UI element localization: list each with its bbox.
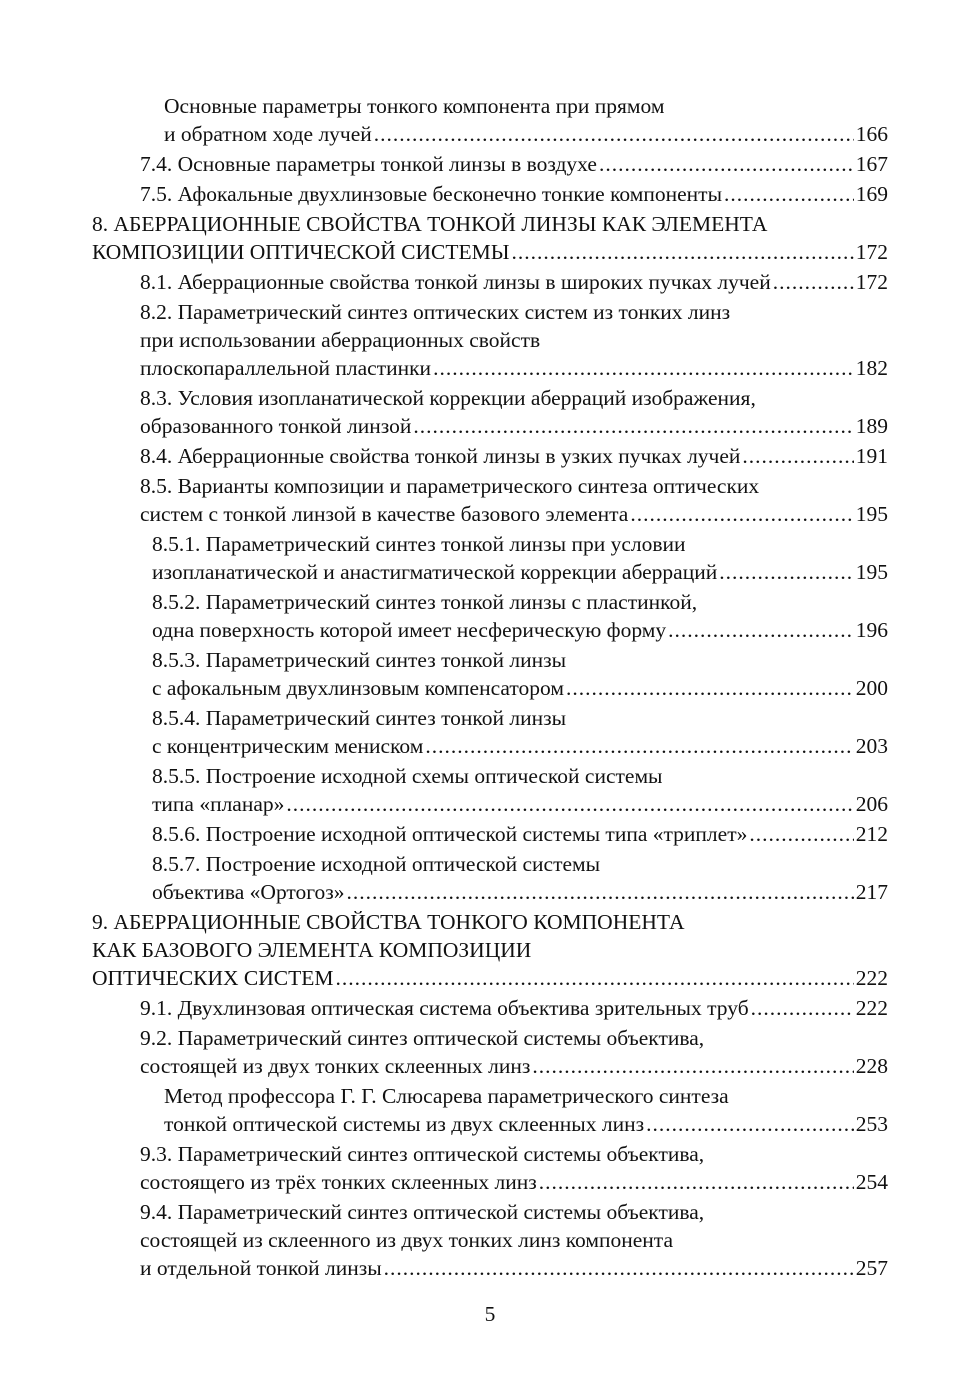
toc-page-number: 254	[855, 1170, 888, 1194]
dot-leader	[539, 1168, 854, 1196]
toc-entry-line: 9.4. Параметрический синтез оптической системы объектива,	[140, 1200, 705, 1224]
dot-leader	[773, 268, 854, 296]
toc-entry-line: 8.5. Варианты композиции и параметрического синтеза оптических	[140, 474, 760, 498]
table-of-contents	[92, 92, 888, 1284]
toc-page-number: 196	[855, 618, 888, 642]
toc-page-number: 191	[855, 444, 888, 468]
toc-entry-line: 8.3. Условия изопланатической коррекции аберраций изображения,	[140, 386, 756, 410]
toc-entry-line: 8.5.2. Параметрический синтез тонкой линзы с пластинкой,	[152, 590, 698, 614]
toc-entry-line: 8.5.1. Параметрический синтез тонкой линзы при условии	[152, 532, 686, 556]
toc-page-number: 167	[855, 152, 888, 176]
dot-leader	[512, 238, 854, 266]
toc-entry-line: образованного тонкой линзой	[140, 414, 412, 438]
dot-leader	[336, 964, 854, 992]
toc-entry-line: типа «планар»	[152, 792, 285, 816]
toc-entry-line: 7.4. Основные параметры тонкой линзы в воздухе	[140, 152, 597, 176]
toc-entry-line: КАК БАЗОВОГО ЭЛЕМЕНТА КОМПОЗИЦИИ	[92, 938, 532, 962]
toc-entry	[92, 210, 888, 266]
toc-page-number: 253	[855, 1112, 888, 1136]
toc-entry-line: ОПТИЧЕСКИХ СИСТЕМ	[92, 966, 334, 990]
toc-entry-line: Метод профессора Г. Г. Слюсарева параметрического синтеза	[164, 1084, 729, 1108]
page-number: 5	[484, 1302, 496, 1326]
toc-page-number: 217	[855, 880, 888, 904]
dot-leader	[384, 1254, 854, 1282]
toc-entry-line: изопланатической и анастигматической коррекции аберраций	[152, 560, 718, 584]
toc-entry	[92, 1140, 888, 1196]
toc-page-number: 200	[855, 676, 888, 700]
toc-page-number: 169	[855, 182, 888, 206]
toc-entry-line: 8.2. Параметрический синтез оптических систем из тонких линз	[140, 300, 731, 324]
dot-leader	[719, 558, 854, 586]
toc-page-number: 172	[855, 240, 888, 264]
dot-leader	[724, 180, 854, 208]
toc-entry-line: плоскопараллельной пластинки	[140, 356, 432, 380]
toc-entry	[92, 1082, 888, 1138]
dot-leader	[599, 150, 854, 178]
toc-entry-line: 8.5.6. Построение исходной оптической системы типа «триплет»	[152, 822, 748, 846]
toc-entry	[92, 850, 888, 906]
toc-page-number: 195	[855, 560, 888, 584]
toc-entry	[92, 646, 888, 702]
toc-entry	[92, 268, 888, 296]
toc-page-number: 222	[855, 996, 888, 1020]
toc-entry-line: объектива «Ортогоз»	[152, 880, 345, 904]
toc-entry-line: 8.5.5. Построение исходной схемы оптической системы	[152, 764, 663, 788]
toc-entry	[92, 588, 888, 644]
toc-entry-line: и обратном ходе лучей	[164, 122, 372, 146]
toc-entry-line: 8.5.7. Построение исходной оптической системы	[152, 852, 601, 876]
toc-entry-line: и отдельной тонкой линзы	[140, 1256, 382, 1280]
toc-entry-line: одна поверхность которой имеет несферическую форму	[152, 618, 667, 642]
toc-entry-line: 9.1. Двухлинзовая оптическая система объектива зрительных труб	[140, 996, 749, 1020]
toc-entry	[92, 150, 888, 178]
toc-entry	[92, 384, 888, 440]
toc-entry-line: при использовании аберрационных свойств	[140, 328, 541, 352]
dot-leader	[749, 820, 853, 848]
toc-entry	[92, 1198, 888, 1282]
toc-page-number: 182	[855, 356, 888, 380]
toc-entry	[92, 530, 888, 586]
toc-entry	[92, 908, 888, 992]
toc-entry	[92, 820, 888, 848]
toc-entry	[92, 994, 888, 1022]
toc-page-number: 257	[855, 1256, 888, 1280]
dot-leader	[668, 616, 854, 644]
toc-entry-line: 9. АБЕРРАЦИОННЫЕ СВОЙСТВА ТОНКОГО КОМПОНЕНТА	[92, 910, 685, 934]
toc-entry	[92, 762, 888, 818]
toc-entry	[92, 180, 888, 208]
toc-entry-line: 8.5.4. Параметрический синтез тонкой линзы	[152, 706, 567, 730]
toc-entry	[92, 298, 888, 382]
toc-page-number: 189	[855, 414, 888, 438]
dot-leader	[566, 674, 854, 702]
toc-page-number: 228	[855, 1054, 888, 1078]
toc-entry-line: систем с тонкой линзой в качестве базового элемента	[140, 502, 629, 526]
dot-leader	[413, 412, 853, 440]
dot-leader	[532, 1052, 853, 1080]
toc-entry	[92, 1024, 888, 1080]
toc-entry-line: 8.1. Аберрационные свойства тонкой линзы в широких пучках лучей	[140, 270, 771, 294]
dot-leader	[347, 878, 854, 906]
toc-entry-line: 8.4. Аберрационные свойства тонкой линзы в узких пучках лучей	[140, 444, 741, 468]
toc-page-number: 222	[855, 966, 888, 990]
toc-entry	[92, 442, 888, 470]
toc-page-number: 203	[855, 734, 888, 758]
toc-entry-line: КОМПОЗИЦИИ ОПТИЧЕСКОЙ СИСТЕМЫ	[92, 240, 510, 264]
toc-entry-line: 7.5. Афокальные двухлинзовые бесконечно тонкие компоненты	[140, 182, 723, 206]
toc-entry	[92, 704, 888, 760]
toc-entry-line: с афокальным двухлинзовым компенсатором	[152, 676, 564, 700]
toc-entry-line: с концентрическим мениском	[152, 734, 424, 758]
toc-entry-line: тонкой оптической системы из двух склеенных линз	[164, 1112, 645, 1136]
toc-entry-line: состоящей из двух тонких склеенных линз	[140, 1054, 531, 1078]
toc-entry-line: состоящего из трёх тонких склеенных линз	[140, 1170, 537, 1194]
dot-leader	[742, 442, 853, 470]
dot-leader	[374, 120, 854, 148]
toc-entry-line: 9.2. Параметрический синтез оптической системы объектива,	[140, 1026, 705, 1050]
dot-leader	[425, 732, 853, 760]
toc-page-number: 212	[855, 822, 888, 846]
dot-leader	[433, 354, 854, 382]
dot-leader	[646, 1110, 854, 1138]
toc-page-number: 172	[855, 270, 888, 294]
toc-entry	[92, 472, 888, 528]
dot-leader	[286, 790, 853, 818]
toc-entry-line: 9.3. Параметрический синтез оптической системы объектива,	[140, 1142, 705, 1166]
dot-leader	[630, 500, 853, 528]
toc-page-number: 206	[855, 792, 888, 816]
toc-entry-line: 8.5.3. Параметрический синтез тонкой линзы	[152, 648, 567, 672]
toc-entry-line: состоящей из склеенного из двух тонких линз компонента	[140, 1228, 674, 1252]
toc-entry-line: Основные параметры тонкого компонента при прямом	[164, 94, 665, 118]
toc-entry	[92, 92, 888, 148]
dot-leader	[751, 994, 854, 1022]
toc-page-number: 195	[855, 502, 888, 526]
toc-entry-line: 8. АБЕРРАЦИОННЫЕ СВОЙСТВА ТОНКОЙ ЛИНЗЫ КАК ЭЛЕМЕНТА	[92, 212, 768, 236]
toc-page-number: 166	[855, 122, 888, 146]
